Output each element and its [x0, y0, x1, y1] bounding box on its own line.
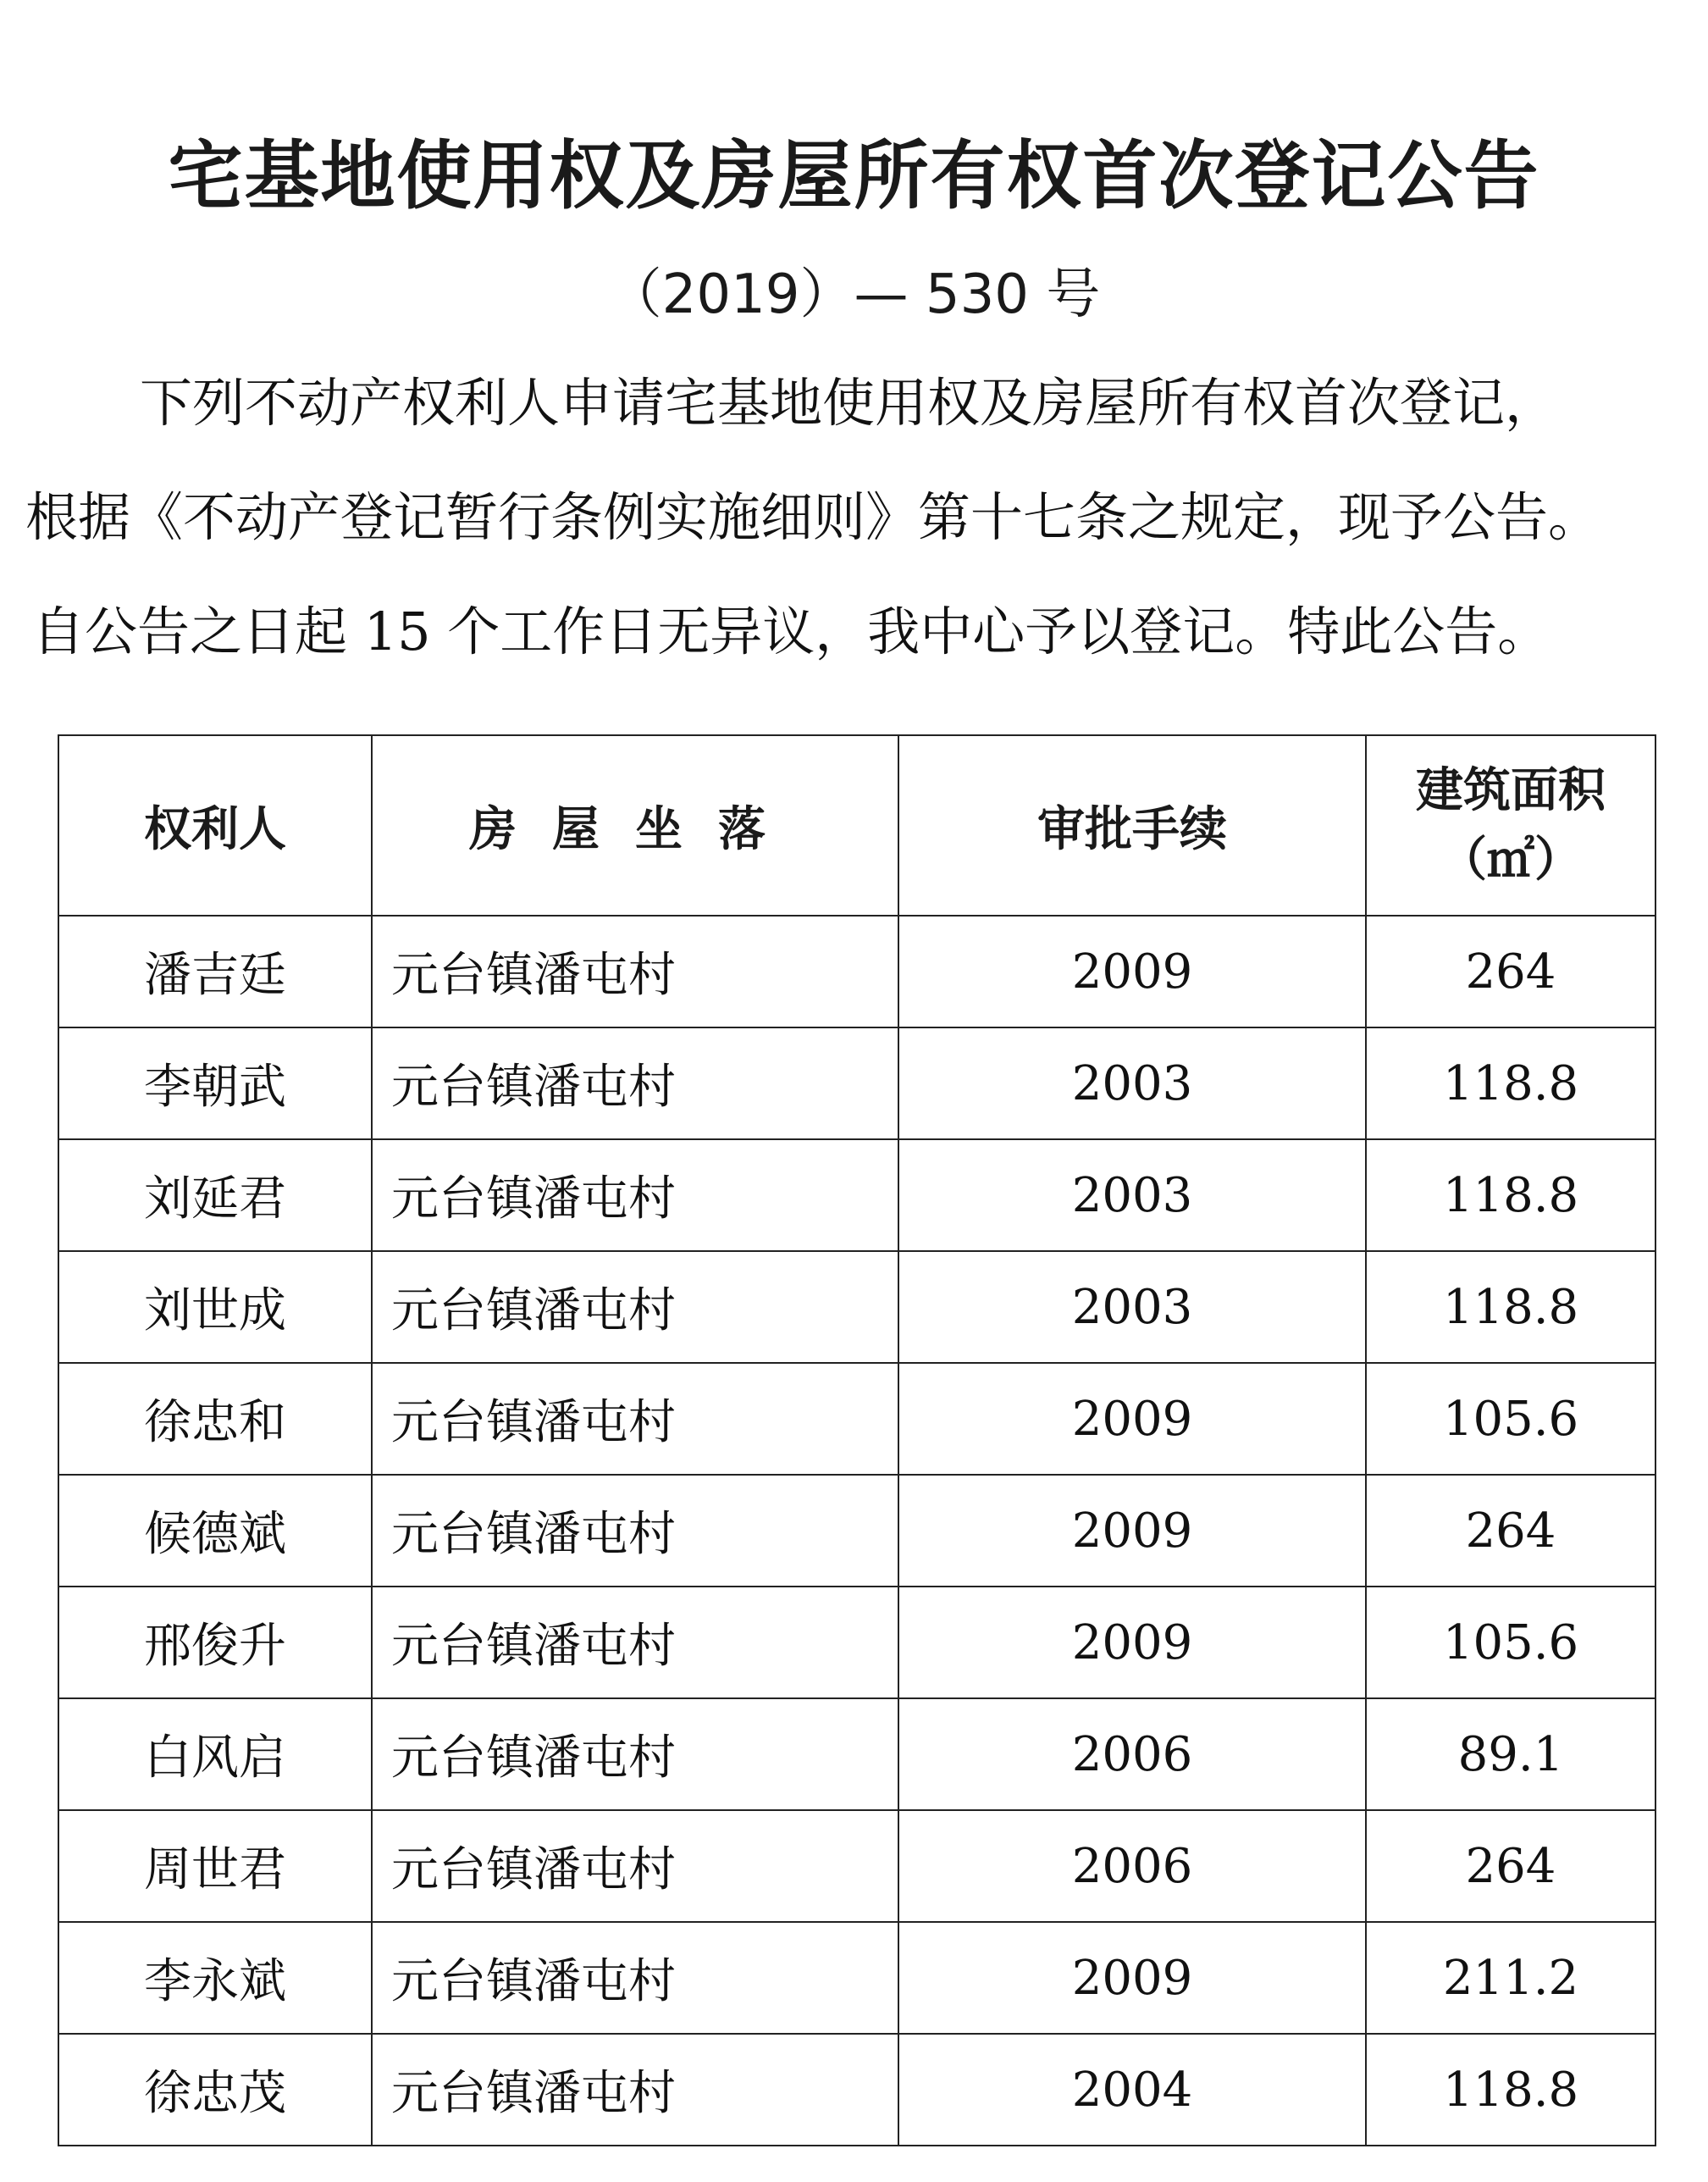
cell-holder: 潘吉廷 — [58, 916, 372, 1027]
table-row — [58, 1922, 1655, 2034]
cell-approval: 2009 — [898, 1587, 1366, 1698]
cell-area: 211.2 — [1366, 1922, 1655, 2034]
table-row — [58, 1810, 1655, 1922]
cell-location: 元台镇潘屯村 — [372, 1027, 898, 1139]
header-area-label: 建筑面积 — [1416, 763, 1606, 819]
cell-location: 元台镇潘屯村 — [372, 1698, 898, 1810]
cell-approval: 2009 — [898, 1363, 1366, 1475]
table-row — [58, 1027, 1655, 1139]
cell-location: 元台镇潘屯村 — [372, 1810, 898, 1922]
intro-line-1: 下列不动产权利人申请宅基地使用权及房屋所有权首次登记， — [140, 372, 1558, 434]
cell-location: 元台镇潘屯村 — [372, 1475, 898, 1587]
cell-holder: 刘延君 — [58, 1139, 372, 1251]
table-header-row — [58, 735, 1655, 916]
cell-location: 元台镇潘屯村 — [372, 1139, 898, 1251]
header-holder: 权利人 — [58, 735, 372, 916]
header-area-unit: （㎡） — [1440, 832, 1582, 888]
table-row — [58, 1363, 1655, 1475]
cell-area: 264 — [1366, 1810, 1655, 1922]
intro-line-2: 根据《不动产登记暂行条例实施细则》第十七条之规定，现予公告。 — [25, 486, 1601, 548]
cell-location: 元台镇潘屯村 — [372, 1922, 898, 2034]
cell-area: 118.8 — [1366, 1251, 1655, 1363]
cell-holder: 李永斌 — [58, 1922, 372, 2034]
cell-holder: 李朝武 — [58, 1027, 372, 1139]
cell-holder: 白风启 — [58, 1698, 372, 1810]
cell-holder: 徐忠茂 — [58, 2034, 372, 2146]
registration-table — [58, 734, 1656, 2146]
cell-approval: 2009 — [898, 1922, 1366, 2034]
header-location: 房屋坐落 — [372, 735, 898, 916]
cell-approval: 2009 — [898, 1475, 1366, 1587]
cell-holder: 候德斌 — [58, 1475, 372, 1587]
table-row — [58, 1698, 1655, 1810]
cell-area: 264 — [1366, 916, 1655, 1027]
intro-line-3: 自公告之日起 15 个工作日无异议，我中心予以登记。特此公告。 — [32, 601, 1550, 662]
cell-area: 264 — [1366, 1475, 1655, 1587]
cell-approval: 2003 — [898, 1251, 1366, 1363]
cell-location: 元台镇潘屯村 — [372, 2034, 898, 2146]
cell-holder: 周世君 — [58, 1810, 372, 1922]
cell-approval: 2006 — [898, 1698, 1366, 1810]
cell-approval: 2003 — [898, 1139, 1366, 1251]
header-area — [1366, 735, 1655, 916]
cell-area: 89.1 — [1366, 1698, 1655, 1810]
notice-number: （2019）— 530 号 — [607, 263, 1101, 326]
table-row — [58, 1475, 1655, 1587]
cell-area: 118.8 — [1366, 1027, 1655, 1139]
table-row — [58, 2034, 1655, 2146]
cell-holder: 邢俊升 — [58, 1587, 372, 1698]
table-row — [58, 1139, 1655, 1251]
cell-approval: 2006 — [898, 1810, 1366, 1922]
cell-approval: 2004 — [898, 2034, 1366, 2146]
cell-location: 元台镇潘屯村 — [372, 1251, 898, 1363]
cell-area: 118.8 — [1366, 1139, 1655, 1251]
cell-area: 105.6 — [1366, 1587, 1655, 1698]
cell-holder: 刘世成 — [58, 1251, 372, 1363]
header-approval: 审批手续 — [898, 735, 1366, 916]
cell-area: 105.6 — [1366, 1363, 1655, 1475]
page-title: 宅基地使用权及房屋所有权首次登记公告 — [168, 132, 1540, 219]
table-row — [58, 1251, 1655, 1363]
cell-area: 118.8 — [1366, 2034, 1655, 2146]
cell-location: 元台镇潘屯村 — [372, 1587, 898, 1698]
cell-location: 元台镇潘屯村 — [372, 1363, 898, 1475]
table-row — [58, 1587, 1655, 1698]
table-row — [58, 916, 1655, 1027]
cell-approval: 2003 — [898, 1027, 1366, 1139]
cell-holder: 徐忠和 — [58, 1363, 372, 1475]
cell-location: 元台镇潘屯村 — [372, 916, 898, 1027]
cell-approval: 2009 — [898, 916, 1366, 1027]
